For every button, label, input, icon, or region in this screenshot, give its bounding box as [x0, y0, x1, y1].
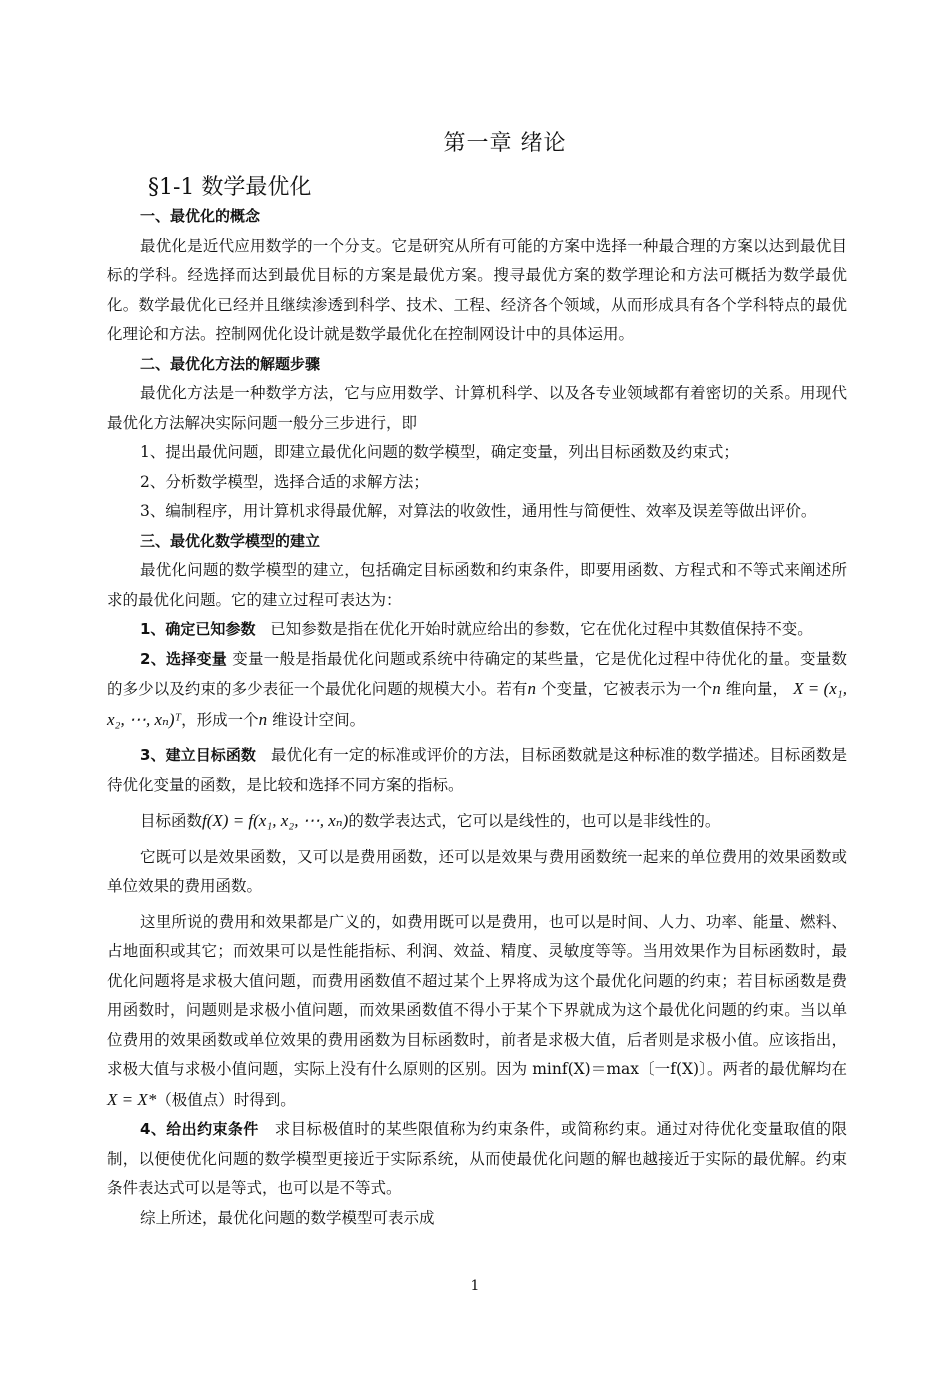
step-2: 2、分析数学模型，选择合适的求解方法；: [140, 472, 429, 491]
paragraph-concept: 最优化是近代应用数学的一个分支。它是研究从所有可能的方案中选择一种最合理的方案以达到最优目标的学科。经选择而达到最优目标的方案是最优方案。搜寻最优方案的数学理论和方法可概括为数学最优化。数学最优化已经并且继续渗透到科学、技术、工程、经济各个领域，从而形成具有各个学科特点的最优化理论和方法。控制网优化设计就是数学最优化在控制网设计中的具体运用。: [107, 236, 847, 343]
objective-function-text-a: 目标函数: [140, 812, 203, 830]
paragraph-summary: 综上所述，最优化问题的数学模型可表示成: [140, 1208, 435, 1227]
known-params-text: 已知参数是指在优化开始时就应给出的参数，它在优化过程中其数值保持不变。: [270, 620, 813, 638]
paragraph-constraints: [107, 1115, 847, 1204]
step-3: 3、编制程序，用计算机求得最优解，对算法的收敛性，通用性与简便性、效率及误差等做出评价。: [140, 502, 817, 520]
math-n-2: n: [712, 679, 721, 698]
paragraph-objective: [107, 741, 847, 800]
keyword-objective: 3、建立目标函数: [140, 746, 256, 764]
paragraph-effect-cost: 它既可以是效果函数，又可以是费用函数，还可以是效果与费用函数统一起来的单位费用的效果函数或单位效果的费用函数。: [107, 847, 847, 895]
heading-model: 三、最优化数学模型的建立: [140, 531, 321, 550]
paragraph-objective-function: [107, 806, 847, 837]
constraints-text: 求目标极值时的某些限值称为约束条件，或简称约束。通过对待优化变量取值的限制，以便使优化问题的数学模型更接近于实际系统，从而使最优化问题的解也越接近于实际的最优解。约束条件表达式可以是等式，也可以是不等式。: [107, 1120, 847, 1197]
paragraph-generalized: [107, 908, 847, 1116]
variables-text-e: 维设计空间。: [272, 710, 366, 729]
document-body: [107, 202, 847, 1233]
math-vector-x: X = (x₁, x₂, ⋯, xₙ)ᵀ: [107, 679, 847, 729]
keyword-constraints: 4、给出约束条件: [140, 1120, 259, 1138]
paragraph-model: 最优化问题的数学模型的建立，包括确定目标函数和约束条件，即要用函数、方程式和不等式来阐述所求的最优化问题。它的建立过程可表达为：: [107, 561, 847, 609]
variables-text-b: 个变量，它被表示为一个: [540, 680, 713, 698]
math-n: n: [527, 679, 536, 698]
paragraph-variables: [107, 645, 847, 736]
heading-steps: 二、最优化方法的解题步骤: [140, 354, 321, 373]
objective-function-text-b: 的数学表达式，它可以是线性的，也可以是非线性的。: [348, 812, 721, 830]
math-objective: f(X) = f(x₁, x₂, ⋯, xₙ): [202, 811, 349, 830]
math-optimum: X = X*: [107, 1089, 157, 1109]
chapter-title: 第一章 绪论: [443, 131, 567, 156]
keyword-variables: 2、选择变量: [140, 649, 228, 668]
math-n-3: n: [258, 709, 268, 729]
step-1: 1、提出最优问题，即建立最优化问题的数学模型，确定变量，列出目标函数及约束式；: [140, 443, 739, 461]
variables-text-c: 维向量，: [725, 680, 789, 698]
heading-concept: 一、最优化的概念: [140, 207, 261, 225]
keyword-known-params: 1、确定已知参数: [140, 620, 256, 638]
paragraph-known-params: [107, 615, 847, 645]
generalized-text-a: 这里所说的费用和效果都是广义的，如费用既可以是费用，也可以是时间、人力、功率、能量、燃料、占地面积或其它；而效果可以是性能指标、利润、效益、精度、灵敏度等等。当用效果作为目标函数时，最优化问题将是求极大值问题，而费用函数值不超过某个上界将成为这个最优化问题的约束；若目标函数是费用函数时，问题则是求极小值问题，而效果函数值不得小于某个下界就成为这个最优化问题的约束。当以单位费用的效果函数或单位效果的费用函数为目标函数时，前者是求极大值，后者则是求极小值。应该指出，求极大值与求极小值问题，实际上没有什么原则的区别。因为 minf(X)＝max〔一f(X)〕。两者的最优解均在: [107, 912, 847, 1078]
paragraph-steps: 最优化方法是一种数学方法，它与应用数学、计算机科学、以及各专业领域都有着密切的关系。用现代最优化方法解决实际问题一般分三步进行，即: [107, 384, 847, 432]
variables-text-d: ，形成一个: [181, 710, 259, 729]
objective-text: 最优化有一定的标准或评价的方法，目标函数就是这种标准的数学描述。目标函数是待优化变量的函数，是比较和选择不同方案的指标。: [107, 746, 847, 794]
section-title: §1-1 数学最优化: [148, 175, 312, 200]
variables-text-a: 变量一般是指最优化问题或系统中待确定的某些量，它是优化过程中待优化的量。变量数的多少以及约束的多少表征一个最优化问题的规模大小。若有: [107, 649, 847, 698]
generalized-text-b: （极值点）时得到。: [156, 1090, 296, 1109]
page-number: 1: [470, 1278, 480, 1294]
